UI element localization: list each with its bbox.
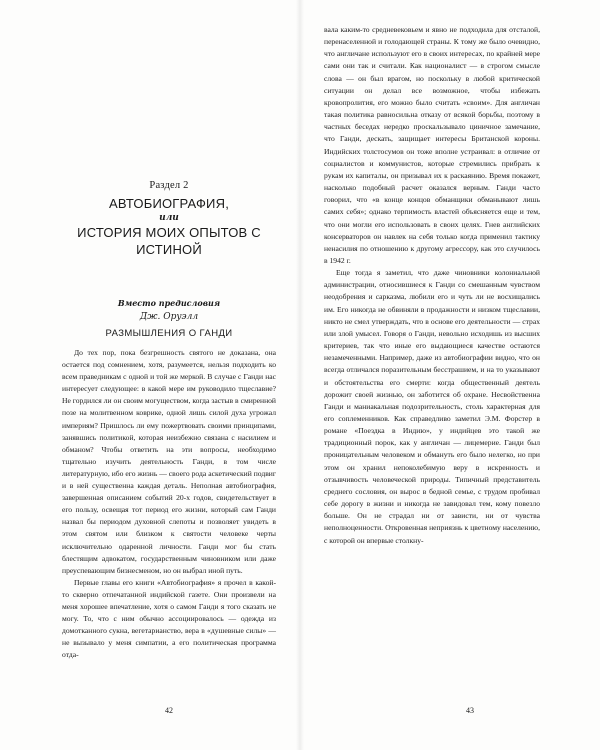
body-paragraph: вала каким-то средневековьем и явно не подходила для отсталой, перенаселенной и голодающей страны. К тому же было очевидно, что англичане используют его в своих интересах, по крайней мере сами они так и считали. Как националист — в строгом смысле слова — он был врагом, но поскольку в любой критической ситуации он делал все возможное, чтобы избежать кровопролития, его можно было считать «своим». Для англичан такая политика равносильна отказу от всякой борьбы, поэтому в частных беседах нередко проскальзывало циничное замечание, что Ганди, дескать, защищает интересы Британской короны. Индийских толстосумов он тоже вполне устраивал: в отличие от социалистов и коммунистов, которые стремились прибрать к рукам их капиталы, он призывал их к раскаянию. Время покажет, насколько подобный расчет оказался верным. Ганди часто говорил, что «в конце концов обманщики обманывают лишь самих себя»; однако терпимость властей объясняется еще и тем, что они могли его использовать в своих целях. Гнев английских консерваторов он навлек на себя только когда применил тактику ненасилия по отношению к другому агрессору, как это случилось в 1942 г. — [324, 25, 540, 265]
page-number: 42 — [165, 706, 173, 715]
body-paragraph: Еще тогда я заметил, что даже чиновники колониальной администрации, относившиеся к Ганди со смешанным чувством неодобрения и сарказма, любили его и чуть ли не восхищались им. Его никогда не обвиняли в продажности и низком тщеславии, никто не смел утверждать, что в основе его деятельности — страх или злой умысел. Говоря о Ганди, невольно исходишь из высших критериев, так что иные его выдающиеся качестве остаются незамеченными. Например, даже из автобиографии видно, что он всегда отличался поразительным бесстрашием, и на то указывают и обстоятельства его смерти: когда общественный деятель дорожит своей жизнью, он заботится об охране. Несвойственна Ганди и маниакальная подозрительность, столь характерная для его соплеменников. Как справедливо заметил Э.М. Форстер в романе «Поездка в Индию», у индийцев это такой же традиционный порок, как у англичан — лицемерие. Ганди был проницательным человеком и обмануть его было нелегко, но при этом он хранил непоколебимую веру в искренность и отзывчивость человеческой природы. Типичный представитель среднего сословия, он вырос в бедной семье, с трудом пробивал себе дорогу в жизни и никогда не завидовал тем, кому повезло больше. Он не страдал ни от зависти, ни от чувства неполноценности. Откровенная неприязнь к цветному населению, с которой он впервые столкну- — [324, 268, 540, 545]
preface-label: Вместо предисловия — [117, 298, 221, 308]
chapter-title-or: или — [159, 213, 179, 223]
left-page-content — [62, 180, 276, 661]
book-gutter — [296, 0, 304, 750]
page-number: 43 — [466, 706, 474, 715]
chapter-title-line1: АВТОБИОГРАФИЯ, — [108, 196, 230, 211]
essay-author: Дж. Оруэлл — [139, 312, 199, 322]
right-page — [300, 0, 600, 750]
essay-title: РАЗМЫШЛЕНИЯ О ГАНДИ — [105, 328, 233, 339]
body-paragraph: Первые главы его книги «Автобиография» я прочел в какой-то скверно отпечатанной индийской газете. Они произвели на меня хорошее впечатление, хотя о самом Ганди я того сказать не могу. То, что с ним обычно ассоциировалось — одежда из домотканного сукна, вегетарианство, вера в «душевные силы» — не вызывало у меня симпатии, а его политическая программа отда- — [62, 577, 276, 660]
body-paragraph: До тех пор, пока безгрешность святого не доказана, она остается под сомнением, хотя, разумеется, нельзя подходить ко всем праведникам с одной и той же меркой. В случае с Ганди нас интересует следующее: в какой мере им руководило тщеславие? Не гордился ли он своим могуществом, когда застыв в смиренной позе на молитвенном коврике, одной лишь силой духа угрожал империям? Пришлось ли ему пожертвовать своими принципами, занявшись политикой, которая неизбежно связана с насилием и обманом? Чтобы ответить на эти вопросы, необходимо тщательно изучить деятельность Ганди, в том числе литературную, ибо его жизнь — своего рода аскетический подвиг и в ней существенна каждая деталь. Неполная автобиография, завершенная описанием событий 20-х годов, свидетельствует в его пользу, освещая тот период его жизни, который сам Ганди назвал бы периодом духовной слепоты и позволяет увидеть в этом святом или близком к святости человеке черты исключительно одаренной личности. Ганди мог бы стать блестящим адвокатом, государственным чиновником или даже преуспевающим бизнесменом, но он выбрал иной путь. — [62, 348, 276, 575]
chapter-title-line2: ИСТОРИЯ МОИХ ОПЫТОВ С ИСТИНОЙ — [77, 225, 261, 257]
right-page-content — [324, 24, 540, 547]
section-label: Раздел 2 — [149, 180, 189, 191]
